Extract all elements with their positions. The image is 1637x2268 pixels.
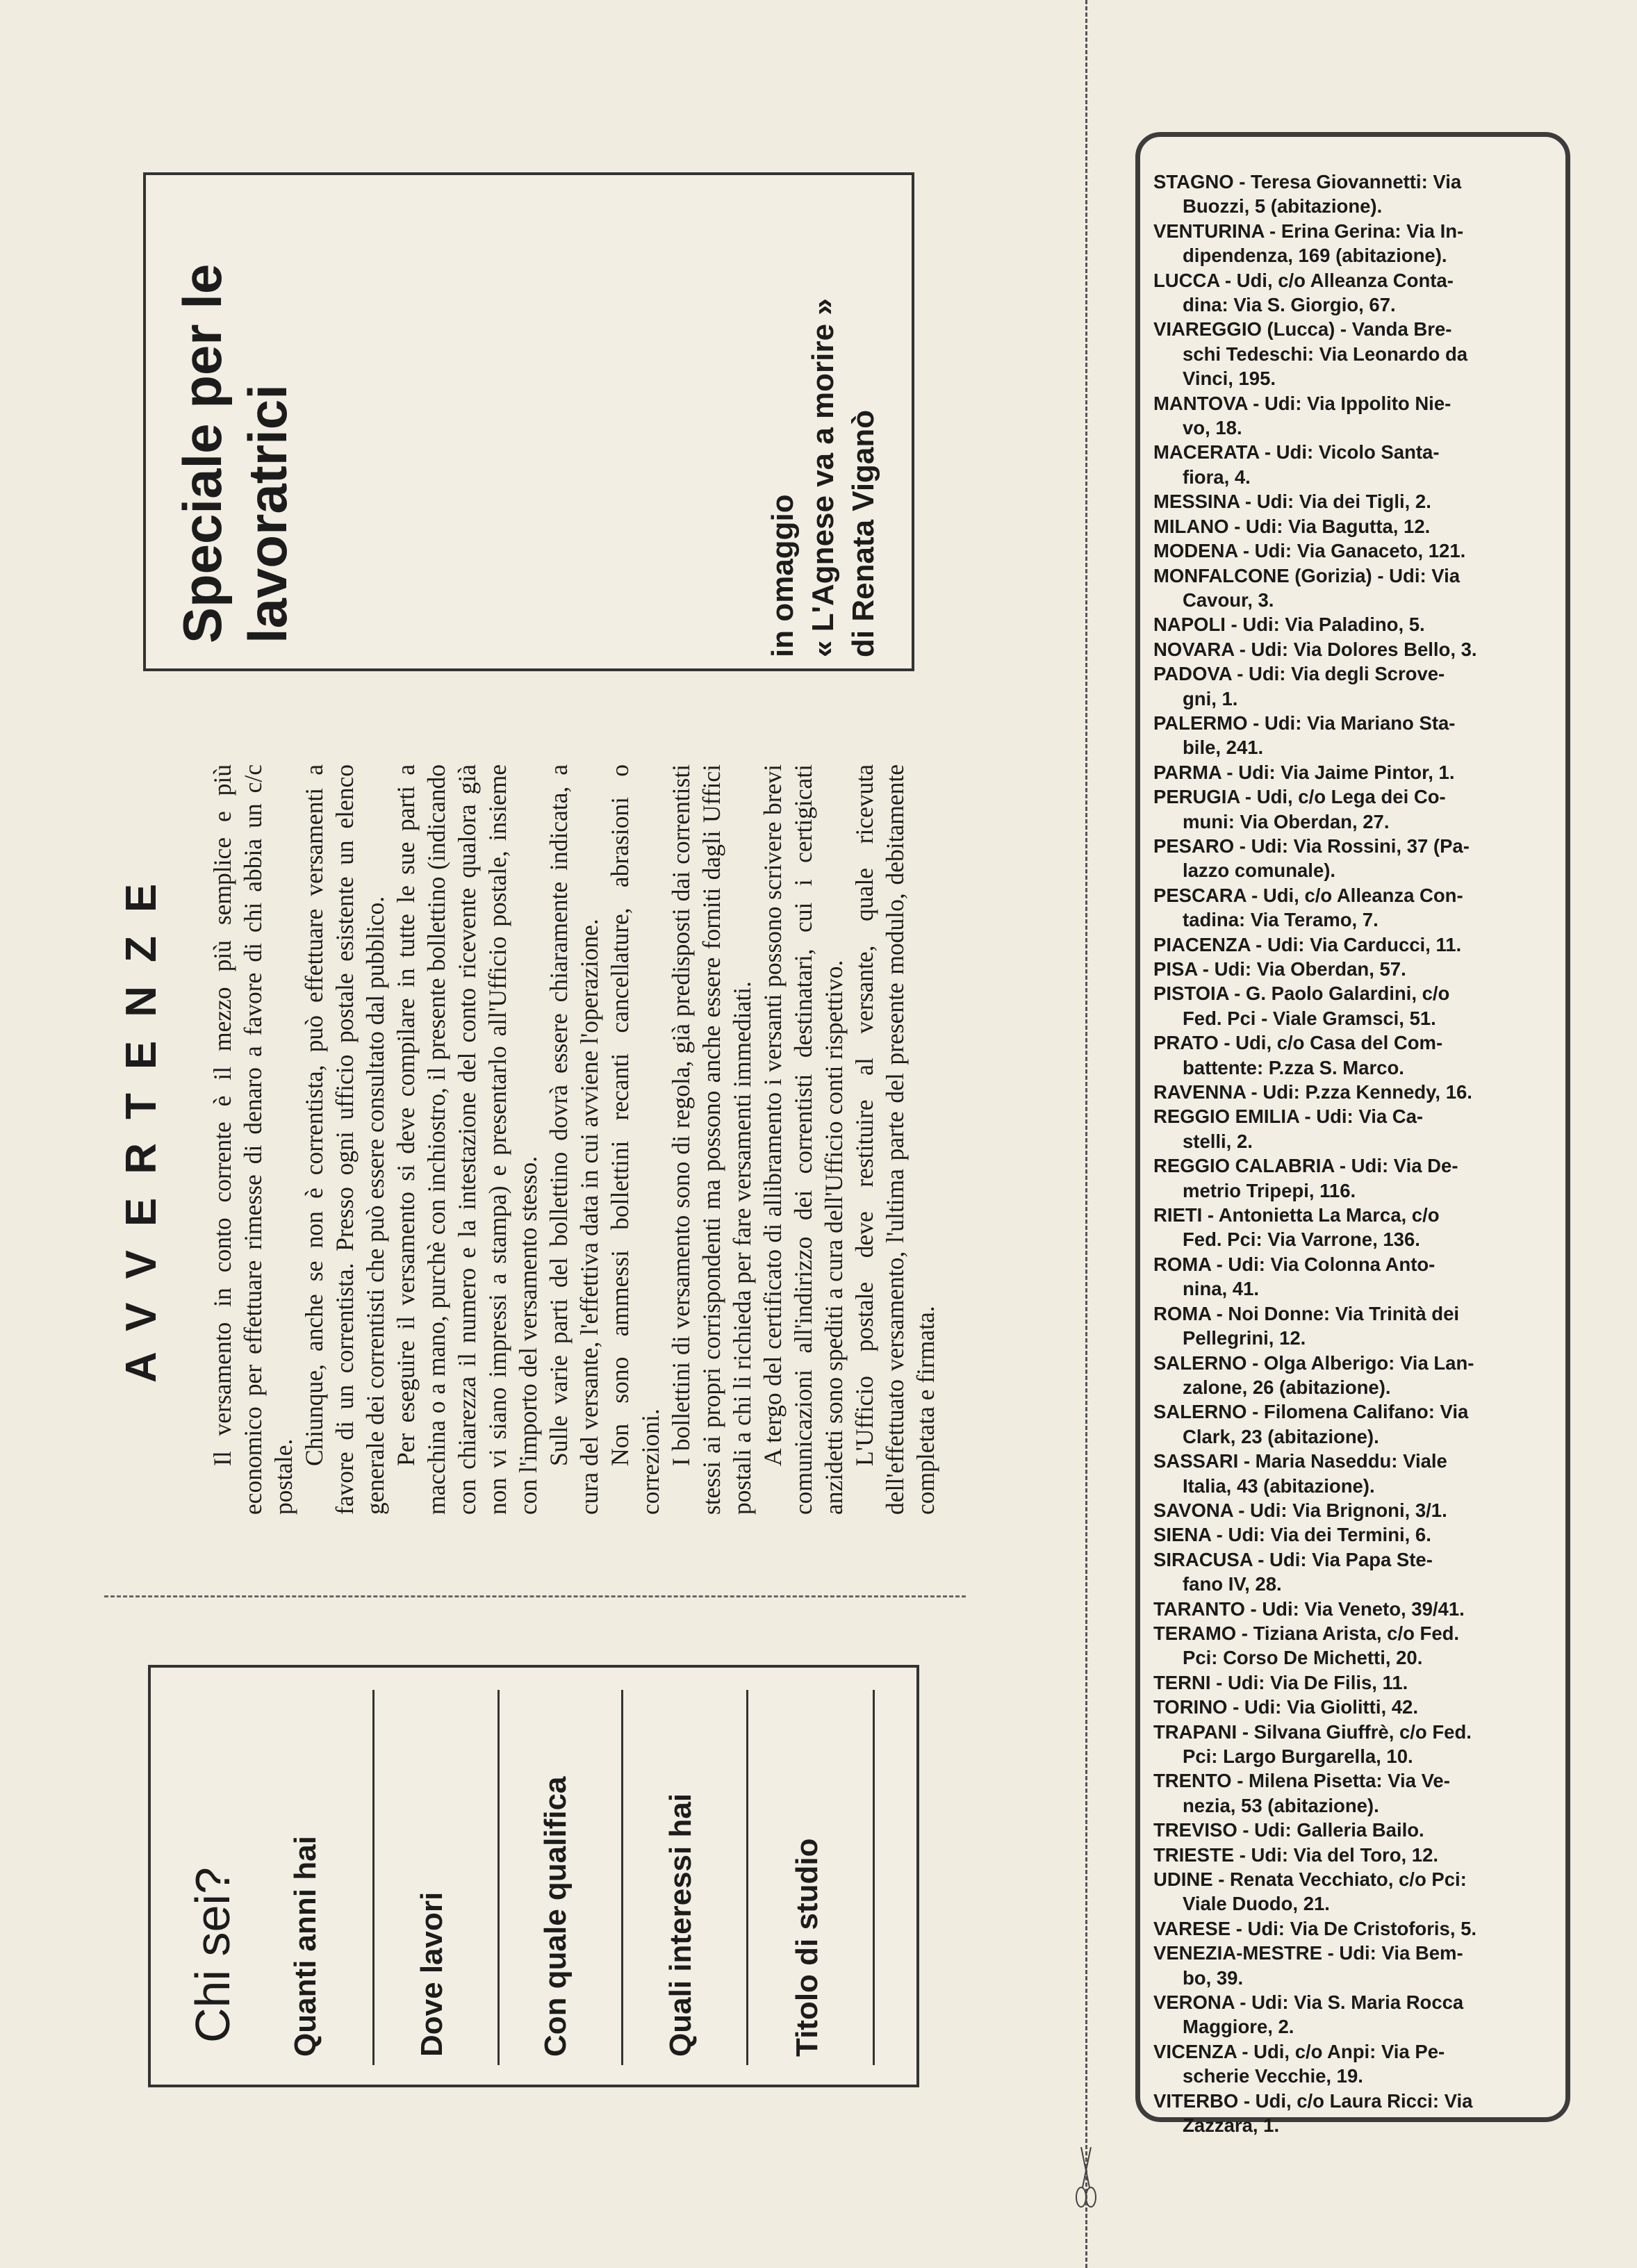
avvertenze-paragraph: Chiunque, anche se non è correntista, può effettuare versamenti a favore di un correntista. Presso ogni ufficio postale esistente un elenco generale dei correntisti che può essere consultato dal pubblico. bbox=[300, 764, 389, 1515]
address-entry bbox=[1153, 981, 1556, 1030]
address-line: MONFALCONE (Gorizia) - Udi: Via bbox=[1153, 564, 1461, 586]
address-entry bbox=[1153, 2039, 1556, 2089]
address-entry bbox=[1153, 1030, 1556, 1080]
speciale-title-line1: Speciale per le bbox=[172, 263, 233, 643]
speciale-gift bbox=[763, 296, 884, 657]
address-entry bbox=[1153, 1498, 1556, 1522]
address-continuation: Buozzi, 5 (abitazione). bbox=[1183, 195, 1383, 217]
address-entry bbox=[1153, 1990, 1556, 2039]
address-entry bbox=[1153, 760, 1556, 784]
address-continuation: Pellegrini, 12. bbox=[1183, 1327, 1306, 1349]
address-entry bbox=[1153, 1351, 1556, 1400]
address-entry bbox=[1153, 1252, 1556, 1301]
address-continuation: bo, 39. bbox=[1183, 1966, 1244, 1989]
address-continuation: nezia, 53 (abitazione). bbox=[1183, 1794, 1379, 1816]
address-line: MODENA - Udi: Via Ganaceto, 121. bbox=[1153, 540, 1466, 562]
address-entry bbox=[1153, 1449, 1556, 1498]
address-entry bbox=[1153, 1867, 1556, 1916]
address-line: TRIESTE - Udi: Via del Toro, 12. bbox=[1153, 1843, 1439, 1866]
address-line: PISA - Udi: Via Oberdan, 57. bbox=[1153, 958, 1406, 980]
address-line: PISTOIA - G. Paolo Galardini, c/o bbox=[1153, 983, 1450, 1005]
address-entry bbox=[1153, 932, 1556, 957]
address-line: VITERBO - Udi, c/o Laura Ricci: Via bbox=[1153, 2089, 1473, 2112]
address-line: VICENZA - Udi, c/o Anpi: Via Pe- bbox=[1153, 2040, 1445, 2062]
field-label-education: Titolo di studio bbox=[790, 1838, 824, 2057]
address-line: ROMA - Noi Donne: Via Trinità dei bbox=[1153, 1302, 1460, 1324]
address-entry bbox=[1153, 637, 1556, 662]
address-continuation: fiora, 4. bbox=[1183, 466, 1251, 488]
address-continuation: fano IV, 28. bbox=[1183, 1573, 1282, 1595]
address-line: STAGNO - Teresa Giovannetti: Via bbox=[1153, 171, 1462, 192]
address-line: TRENTO - Milena Pisetta: Via Ve- bbox=[1153, 1770, 1450, 1792]
address-line: MILANO - Udi: Via Bagutta, 12. bbox=[1153, 515, 1431, 537]
address-entry bbox=[1153, 1621, 1556, 1670]
address-entry bbox=[1153, 1916, 1556, 1941]
address-continuation: Pci: Largo Burgarella, 10. bbox=[1183, 1745, 1413, 1767]
address-continuation: stelli, 2. bbox=[1183, 1130, 1253, 1152]
avvertenze-paragraph: I bollettini di versamento sono di regola, già predisposti dai correntisti stessi ai propri corrispondenti ma possono anche essere forniti dagli Uffici postali a chi li richieda per fare versamenti immediati. bbox=[667, 764, 756, 1515]
address-entry bbox=[1153, 612, 1556, 636]
address-entry bbox=[1153, 1547, 1556, 1597]
address-line: VIAREGGIO (Lucca) - Vanda Bre- bbox=[1153, 318, 1452, 340]
address-entry bbox=[1153, 391, 1556, 441]
address-entry bbox=[1153, 170, 1556, 219]
address-entry bbox=[1153, 1941, 1556, 1990]
avvertenze-paragraph: Il versamento in conto corrente è il mezzo più semplice e più economico per effettuare rimesse di denaro a favore di chi abbia un c/c postale. bbox=[208, 764, 297, 1515]
address-entry bbox=[1153, 1399, 1556, 1449]
address-line: TERNI - Udi: Via De Filis, 11. bbox=[1153, 1671, 1408, 1693]
address-entry bbox=[1153, 1104, 1556, 1153]
address-line: MESSINA - Udi: Via dei Tigli, 2. bbox=[1153, 491, 1431, 513]
avvertenze-body bbox=[207, 764, 941, 1515]
address-continuation: dipendenza, 169 (abitazione). bbox=[1183, 245, 1447, 267]
address-line: VERONA - Udi: Via S. Maria Rocca bbox=[1153, 1991, 1464, 2014]
address-continuation: muni: Via Oberdan, 27. bbox=[1183, 810, 1390, 832]
cut-line-vertical bbox=[1085, 0, 1087, 2268]
address-continuation: Viale Duodo, 21. bbox=[1183, 1893, 1330, 1915]
address-continuation: metrio Tripepi, 116. bbox=[1183, 1179, 1356, 1201]
address-entry bbox=[1153, 1153, 1556, 1203]
address-entry bbox=[1153, 1720, 1556, 1769]
address-continuation: bile, 241. bbox=[1183, 737, 1264, 759]
avvertenze-paragraph: L'Ufficio postale deve restituire al versante, quale ricevuta dell'effettuato versamento, l'ultima parte del presente modulo, debitamente completata e firmata. bbox=[850, 764, 939, 1515]
address-entry bbox=[1153, 564, 1556, 613]
field-line-workplace[interactable] bbox=[497, 1690, 500, 2065]
address-entry bbox=[1153, 1695, 1556, 1719]
address-continuation: Cavour, 3. bbox=[1183, 589, 1274, 611]
address-line: RIETI - Antonietta La Marca, c/o bbox=[1153, 1204, 1440, 1226]
address-continuation: Zazzara, 1. bbox=[1183, 2114, 1280, 2137]
address-list bbox=[1153, 170, 1556, 2138]
address-entry bbox=[1153, 957, 1556, 981]
gift-line3: di Renata Viganò bbox=[846, 409, 880, 657]
address-entry bbox=[1153, 2089, 1556, 2138]
address-continuation: dina: Via S. Giorgio, 67. bbox=[1183, 294, 1396, 316]
address-line: UDINE - Renata Vecchiato, c/o Pci: bbox=[1153, 1868, 1467, 1891]
address-continuation: Fed. Pci: Via Varrone, 136. bbox=[1183, 1228, 1420, 1251]
address-line: SAVONA - Udi: Via Brignoni, 3/1. bbox=[1153, 1499, 1447, 1521]
speciale-title-line2: lavoratrici bbox=[237, 384, 298, 643]
address-entry bbox=[1153, 662, 1556, 711]
address-line: PESCARA - Udi, c/o Alleanza Con- bbox=[1153, 884, 1463, 906]
address-entry bbox=[1153, 1080, 1556, 1104]
address-line: VENEZIA-MESTRE - Udi: Via Bem- bbox=[1153, 1942, 1463, 1964]
address-entry bbox=[1153, 1203, 1556, 1252]
address-entry bbox=[1153, 1670, 1556, 1695]
address-entry bbox=[1153, 1522, 1556, 1547]
cut-line-horizontal bbox=[104, 1595, 966, 1597]
address-continuation: scherie Vecchie, 19. bbox=[1183, 2065, 1363, 2087]
address-entry bbox=[1153, 440, 1556, 489]
address-line: SIENA - Udi: Via dei Termini, 6. bbox=[1153, 1524, 1431, 1546]
address-entry bbox=[1153, 514, 1556, 539]
address-continuation: lazzo comunale). bbox=[1183, 860, 1336, 882]
address-entry bbox=[1153, 489, 1556, 513]
address-continuation: gni, 1. bbox=[1183, 687, 1238, 709]
address-line: NOVARA - Udi: Via Dolores Bello, 3. bbox=[1153, 638, 1477, 660]
address-continuation: Italia, 43 (abitazione). bbox=[1183, 1474, 1375, 1497]
address-line: PADOVA - Udi: Via degli Scrove- bbox=[1153, 663, 1445, 685]
address-line: PALERMO - Udi: Via Mariano Sta- bbox=[1153, 712, 1456, 734]
address-line: TRAPANI - Silvana Giuffrè, c/o Fed. bbox=[1153, 1720, 1472, 1743]
gift-line2: « L'Agnese va a morire » bbox=[806, 298, 840, 657]
address-entry bbox=[1153, 784, 1556, 834]
address-entry bbox=[1153, 1768, 1556, 1818]
address-line: VENTURINA - Erina Gerina: Via In- bbox=[1153, 220, 1464, 242]
address-entry bbox=[1153, 1843, 1556, 1867]
avvertenze-paragraph: A tergo del certificato di allibramento i versanti possono scrivere brevi comunicazioni all'indirizzo dei correntisti destinatari, cui i certigicati anzidetti sono spediti a cura dell'Ufficio conti rispettivo. bbox=[759, 764, 848, 1515]
field-line-education[interactable] bbox=[873, 1690, 875, 2065]
address-continuation: Maggiore, 2. bbox=[1183, 2016, 1294, 2038]
address-line: RAVENNA - Udi: P.zza Kennedy, 16. bbox=[1153, 1081, 1472, 1103]
address-continuation: Vinci, 195. bbox=[1183, 368, 1276, 390]
address-entry bbox=[1153, 1597, 1556, 1621]
address-continuation: battente: P.zza S. Marco. bbox=[1183, 1056, 1404, 1078]
address-entry bbox=[1153, 268, 1556, 318]
speciale-title bbox=[170, 157, 300, 643]
field-line-age[interactable] bbox=[372, 1690, 375, 2065]
field-label-qualification: Con quale qualifica bbox=[538, 1776, 573, 2057]
address-line: LUCCA - Udi, c/o Alleanza Conta- bbox=[1153, 269, 1454, 291]
address-entry bbox=[1153, 317, 1556, 391]
address-line: MANTOVA - Udi: Via Ippolito Nie- bbox=[1153, 392, 1451, 414]
avvertenze-paragraph: Sulle varie parti del bollettino dovrà essere chiaramente indicata, a cura del versante, l'effettiva data in cui avviene l'operazione. bbox=[545, 764, 603, 1515]
address-line: PIACENZA - Udi: Via Carducci, 11. bbox=[1153, 933, 1462, 955]
address-line: REGGIO CALABRIA - Udi: Via De- bbox=[1153, 1155, 1458, 1177]
address-line: TORINO - Udi: Via Giolitti, 42. bbox=[1153, 1696, 1418, 1718]
address-continuation: tadina: Via Teramo, 7. bbox=[1183, 909, 1379, 931]
gift-line1: in omaggio bbox=[766, 494, 800, 657]
address-line: TREVISO - Udi: Galleria Bailo. bbox=[1153, 1819, 1424, 1841]
field-label-age: Quanti anni hai bbox=[288, 1836, 322, 2057]
address-line: SALERNO - Filomena Califano: Via bbox=[1153, 1401, 1469, 1423]
address-entry bbox=[1153, 834, 1556, 883]
address-line: TARANTO - Udi: Via Veneto, 39/41. bbox=[1153, 1597, 1465, 1620]
address-line: SALERNO - Olga Alberigo: Via Lan- bbox=[1153, 1351, 1474, 1374]
address-continuation: Clark, 23 (abitazione). bbox=[1183, 1425, 1379, 1447]
address-entry bbox=[1153, 883, 1556, 932]
address-entry bbox=[1153, 539, 1556, 563]
address-continuation: nina, 41. bbox=[1183, 1278, 1260, 1300]
field-line-qualification[interactable] bbox=[621, 1690, 623, 2065]
field-label-interests: Quali interessi hai bbox=[664, 1793, 698, 2057]
avvertenze-paragraph: Non sono ammessi bollettini recanti cancellature, abrasioni o correzioni. bbox=[606, 764, 664, 1515]
address-line: ROMA - Udi: Via Colonna Anto- bbox=[1153, 1253, 1436, 1275]
address-entry bbox=[1153, 219, 1556, 268]
address-entry bbox=[1153, 1818, 1556, 1842]
address-line: PESARO - Udi: Via Rossini, 37 (Pa- bbox=[1153, 835, 1470, 857]
avvertenze-heading: AVVERTENZE bbox=[117, 860, 165, 1383]
address-entry bbox=[1153, 1301, 1556, 1351]
address-continuation: Fed. Pci - Viale Gramsci, 51. bbox=[1183, 1007, 1436, 1029]
avvertenze-paragraph: Per eseguire il versamento si deve compilare in tutte le sue parti a macchina o a mano, purchè con inchiostro, il presente bollettino (indicando con chiarezza il numero e la intestazione del conto ricevente qualora già non vi siano impressi a stampa) e presentarlo all'Ufficio postale, insieme con l'importo del versamento stesso. bbox=[392, 764, 542, 1515]
address-line: NAPOLI - Udi: Via Paladino, 5. bbox=[1153, 614, 1425, 636]
address-continuation: vo, 18. bbox=[1183, 417, 1242, 439]
address-entry bbox=[1153, 711, 1556, 760]
address-continuation: schi Tedeschi: Via Leonardo da bbox=[1183, 343, 1468, 365]
address-continuation: zalone, 26 (abitazione). bbox=[1183, 1376, 1391, 1398]
address-line: VARESE - Udi: Via De Cristoforis, 5. bbox=[1153, 1917, 1477, 1939]
chisei-title: Chi sei? bbox=[186, 1867, 240, 2043]
address-line: REGGIO EMILIA - Udi: Via Ca- bbox=[1153, 1106, 1424, 1128]
field-line-interests[interactable] bbox=[746, 1690, 748, 2065]
address-line: PERUGIA - Udi, c/o Lega dei Co- bbox=[1153, 786, 1446, 808]
address-continuation: Pci: Corso De Michetti, 20. bbox=[1183, 1647, 1423, 1669]
scissors-icon bbox=[1074, 2147, 1098, 2210]
address-line: TERAMO - Tiziana Arista, c/o Fed. bbox=[1153, 1622, 1460, 1644]
field-label-workplace: Dove lavori bbox=[415, 1891, 449, 2057]
address-line: SIRACUSA - Udi: Via Papa Ste- bbox=[1153, 1548, 1433, 1570]
address-line: PRATO - Udi, c/o Casa del Com- bbox=[1153, 1032, 1443, 1054]
address-line: SASSARI - Maria Naseddu: Viale bbox=[1153, 1450, 1447, 1472]
address-line: MACERATA - Udi: Vicolo Santa- bbox=[1153, 441, 1440, 463]
address-line: PARMA - Udi: Via Jaime Pintor, 1. bbox=[1153, 761, 1455, 783]
